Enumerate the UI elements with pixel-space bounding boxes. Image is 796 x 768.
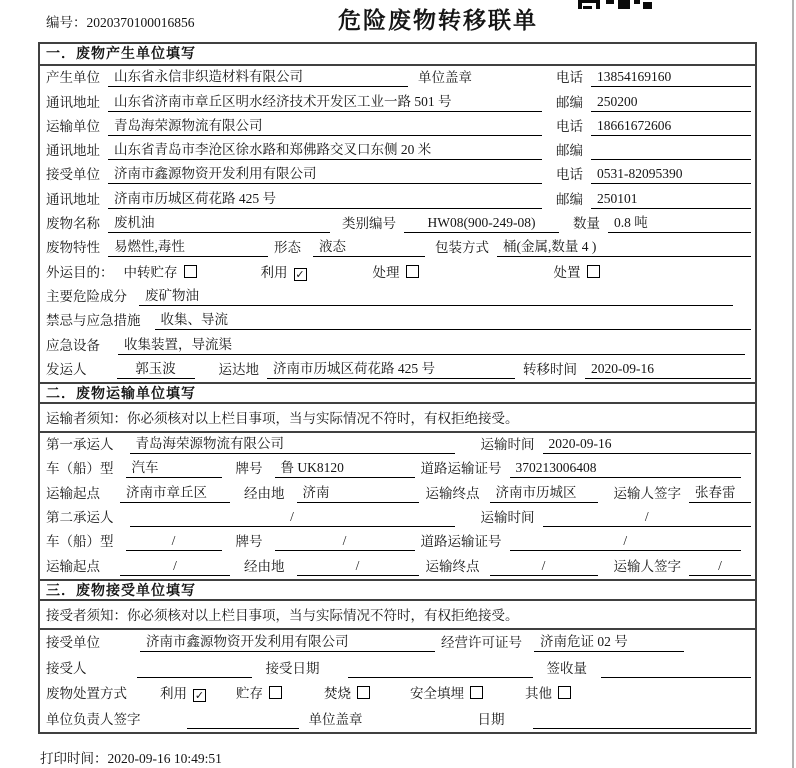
plate1-value: 鲁 UK8120	[275, 459, 415, 478]
transporter-zip-value	[591, 141, 751, 160]
operating-license-value: 济南危证 02 号	[534, 633, 684, 652]
purpose-option-use: 利用 ✓	[260, 264, 305, 281]
vehicle2-label: 车（船）型	[46, 534, 114, 550]
responsible-sign-value	[187, 710, 299, 729]
route1-start-value: 济南市章丘区	[120, 484, 230, 503]
equipment-label: 应急设备	[46, 337, 100, 353]
purpose-option-treat: 处理	[373, 263, 419, 282]
receiver-addr-row	[40, 187, 755, 211]
vehicle1-row	[40, 457, 755, 481]
plate1-label: 牌号	[235, 461, 263, 477]
road-license2-value: /	[510, 532, 742, 551]
destination-label: 运达地	[218, 361, 259, 377]
qr-code-fragment	[578, 0, 652, 11]
plate2-label: 牌号	[235, 534, 263, 550]
route1-via-value: 济南	[297, 484, 419, 503]
road-license2-label: 道路运输证号	[420, 534, 502, 550]
accept-unit-value: 济南市鑫源物资开发利用有限公司	[140, 633, 435, 652]
route2-row	[40, 554, 755, 578]
transport-time1-label: 运输时间	[480, 437, 535, 453]
vehicle1-value: 汽车	[126, 459, 222, 478]
vehicle2-row	[40, 530, 755, 554]
waste-category-value: HW08(900-249-08)	[404, 214, 559, 233]
route2-start-label: 运输起点	[46, 558, 100, 574]
vehicle2-value: /	[126, 532, 222, 551]
producer-zip-value: 250200	[591, 93, 751, 112]
receiver-notice: 接受者须知：你必须核对以上栏目事项，当与实际情况不符时，有权拒绝接受。	[40, 601, 755, 630]
accept-person-row	[40, 655, 755, 681]
transporter-addr-label: 通讯地址	[46, 143, 100, 159]
hazard-label: 主要危险成分	[46, 288, 127, 304]
disposal-option-use: 利用 ✓	[160, 686, 205, 703]
manifest-form	[38, 42, 757, 734]
checkbox-checked-icon: ✓	[295, 267, 305, 281]
accept-date-value	[348, 659, 533, 678]
producer-value: 山东省永信非织造材料有限公司	[108, 68, 408, 87]
route2-sign-label: 运输人签字	[613, 558, 681, 574]
road-license1-label: 道路运输证号	[420, 461, 502, 477]
receiver-addr-label: 通讯地址	[46, 191, 100, 207]
waste-name-row	[40, 212, 755, 236]
purpose-label: 外运目的：	[46, 264, 114, 280]
accept-person-value	[137, 659, 252, 678]
waste-form-label: 形态	[274, 240, 301, 256]
responsible-sign-row	[40, 706, 755, 732]
checkbox-icon	[558, 686, 571, 699]
checkbox-icon	[184, 265, 197, 278]
waste-props-row	[40, 236, 755, 260]
vehicle1-label: 车（船）型	[46, 461, 114, 477]
equipment-row	[40, 333, 755, 357]
route2-sign-value: /	[689, 557, 751, 576]
purpose-option-transfer: 中转贮存	[124, 263, 197, 282]
producer-phone-value: 13854169160	[591, 68, 751, 87]
transport-time2-label: 运输时间	[480, 510, 535, 526]
carrier2-label: 第二承运人	[46, 510, 114, 526]
disposal-option-store: 贮存	[236, 684, 282, 703]
checkbox-checked-icon: ✓	[194, 689, 205, 703]
route2-end-label: 运输终点	[425, 558, 480, 574]
transfer-time-value: 2020-09-16	[585, 360, 751, 379]
responsible-sign-label: 单位负责人签字	[46, 711, 141, 727]
producer-zip-label: 邮编	[556, 94, 583, 110]
carrier1-label: 第一承运人	[46, 437, 114, 453]
producer-phone-label: 电话	[556, 70, 583, 86]
print-time-value: 2020-09-16 10:49:51	[107, 751, 222, 766]
transfer-time-label: 转移时间	[523, 361, 577, 377]
equipment-value: 收集装置，导流渠	[118, 336, 745, 355]
accept-unit-label: 接受单位	[46, 635, 100, 651]
dispatcher-label: 发运人	[46, 361, 87, 377]
producer-addr-row	[40, 90, 755, 114]
checkbox-icon	[406, 265, 419, 278]
transporter-addr-value: 山东省青岛市李沧区徐水路和郑佛路交叉口东侧 20 米	[108, 141, 542, 160]
transporter-row	[40, 115, 755, 139]
doc-number-label: 编号：	[46, 15, 87, 30]
packaging-label: 包装方式	[435, 240, 489, 256]
carrier1-value: 青岛海荣源物流有限公司	[130, 435, 455, 454]
dispatcher-value: 郭玉波	[117, 360, 195, 379]
page-title: 危险废物转移联单	[338, 8, 538, 33]
transporter-zip-label: 邮编	[556, 143, 583, 159]
transporter-value: 青岛海荣源物流有限公司	[108, 117, 542, 136]
checkbox-icon	[587, 265, 600, 278]
packaging-value: 桶(金属,数量 4 )	[497, 238, 751, 257]
transport-time2-value: /	[543, 508, 752, 527]
doc-number-value: 2020370100016856	[86, 15, 195, 30]
plate2-value: /	[275, 532, 415, 551]
section2-header: 二．废物运输单位填写	[40, 382, 755, 404]
document-header	[0, 0, 796, 42]
carrier2-value: /	[130, 508, 455, 527]
accept-date-label: 接受日期	[265, 660, 320, 676]
checkbox-icon	[357, 686, 370, 699]
section1-header: 一．废物产生单位填写	[40, 44, 755, 66]
producer-label: 产生单位	[46, 70, 100, 86]
carrier2-row	[40, 506, 755, 530]
producer-addr-label: 通讯地址	[46, 94, 100, 110]
transporter-label: 运输单位	[46, 118, 100, 134]
route1-sign-value: 张春雷	[689, 484, 751, 503]
unit-seal-label: 单位盖章	[308, 711, 363, 727]
print-time	[40, 747, 222, 767]
receiver-row	[40, 163, 755, 187]
hazard-row	[40, 285, 755, 309]
route1-end-value: 济南市历城区	[490, 484, 598, 503]
route2-via-label: 经由地	[244, 558, 285, 574]
print-time-label: 打印时间：	[40, 751, 108, 766]
operating-license-label: 经营许可证号	[441, 635, 522, 651]
receiver-phone-label: 电话	[556, 167, 583, 183]
route1-sign-label: 运输人签字	[613, 485, 681, 501]
emergency-value: 收集、导流	[155, 311, 752, 330]
disposal-row	[40, 681, 755, 707]
producer-seal-label: 单位盖章	[418, 70, 472, 86]
waste-qty-label: 数量	[573, 216, 600, 232]
waste-form-value: 液态	[313, 238, 425, 257]
signed-qty-value	[601, 659, 751, 678]
hazard-value: 废矿物油	[139, 287, 733, 306]
emergency-label: 禁忌与应急措施	[46, 313, 141, 329]
route2-via-value: /	[297, 557, 419, 576]
emergency-row	[40, 309, 755, 333]
dispatch-row	[40, 358, 755, 382]
waste-category-label: 类别编号	[342, 216, 396, 232]
route1-end-label: 运输终点	[425, 485, 480, 501]
route1-via-label: 经由地	[244, 485, 285, 501]
waste-props-value: 易燃性,毒性	[108, 238, 268, 257]
receiver-zip-label: 邮编	[556, 191, 583, 207]
section3-header: 三．废物接受单位填写	[40, 579, 755, 601]
transport-time1-value: 2020-09-16	[543, 435, 752, 454]
seal-date-value	[533, 710, 752, 729]
accept-person-label: 接受人	[46, 660, 87, 676]
accept-unit-row	[40, 630, 755, 656]
route1-row	[40, 481, 755, 505]
route2-end-value: /	[490, 557, 598, 576]
receiver-addr-value: 济南市历城区荷花路 425 号	[108, 190, 542, 209]
checkbox-icon	[470, 686, 483, 699]
purpose-row	[40, 260, 755, 284]
producer-addr-value: 山东省济南市章丘区明水经济技术开发区工业一路 501 号	[108, 93, 542, 112]
producer-row	[40, 66, 755, 90]
seal-date-label: 日期	[477, 711, 505, 727]
waste-name-label: 废物名称	[46, 216, 100, 232]
road-license1-value: 370213006408	[510, 459, 742, 478]
disposal-option-landfill: 安全填埋	[410, 684, 483, 703]
waste-props-label: 废物特性	[46, 240, 100, 256]
receiver-label: 接受单位	[46, 167, 100, 183]
destination-value: 济南市历城区荷花路 425 号	[267, 360, 515, 379]
checkbox-icon	[269, 686, 282, 699]
route2-start-value: /	[120, 557, 230, 576]
purpose-option-dispose: 处置	[554, 263, 600, 282]
route1-start-label: 运输起点	[46, 485, 100, 501]
receiver-zip-value: 250101	[591, 190, 751, 209]
scan-page-edge	[792, 0, 794, 768]
waste-qty-value: 0.8 吨	[608, 214, 751, 233]
carrier1-row	[40, 433, 755, 457]
disposal-option-incinerate: 焚烧	[324, 684, 370, 703]
transporter-phone-label: 电话	[556, 118, 583, 134]
transporter-notice: 运输者须知：你必须核对以上栏目事项，当与实际情况不符时，有权拒绝接受。	[40, 404, 755, 433]
disposal-label: 废物处置方式	[46, 686, 127, 702]
signed-qty-label: 签收量	[546, 660, 587, 676]
receiver-value: 济南市鑫源物资开发利用有限公司	[108, 165, 542, 184]
receiver-phone-value: 0531-82095390	[591, 165, 751, 184]
transporter-phone-value: 18661672606	[591, 117, 751, 136]
transporter-addr-row	[40, 139, 755, 163]
waste-name-value: 废机油	[108, 214, 330, 233]
disposal-option-other: 其他	[525, 684, 571, 703]
